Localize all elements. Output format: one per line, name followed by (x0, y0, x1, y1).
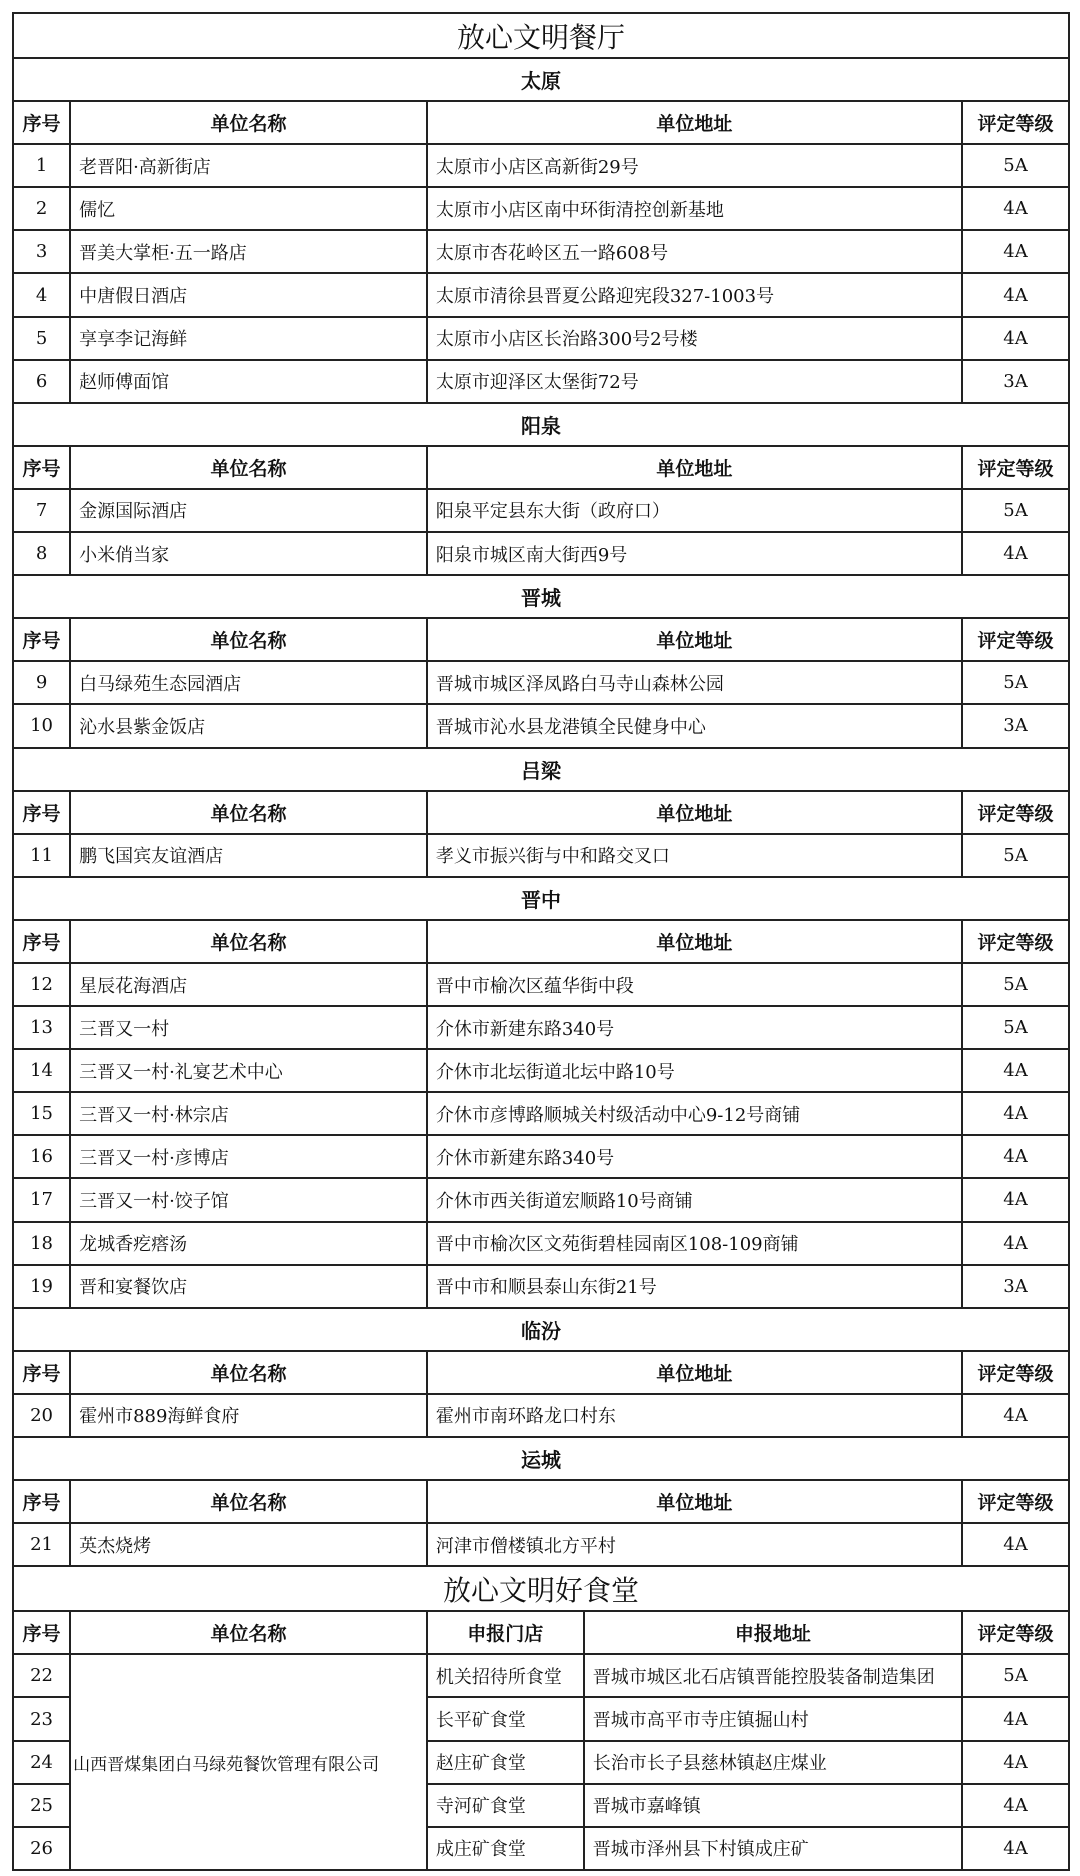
row-grade: 4A (962, 532, 1069, 575)
row-name: 金源国际酒店 (70, 489, 427, 532)
row-address: 介休市彦博路顺城关村级活动中心9-12号商铺 (427, 1092, 962, 1135)
row-address: 介休市西关街道宏顺路10号商铺 (427, 1178, 962, 1221)
row-name: 赵师傅面馆 (70, 360, 427, 403)
row-store: 长平矿食堂 (427, 1697, 584, 1740)
row-grade: 4A (962, 1394, 1069, 1437)
header-grade: 评定等级 (962, 446, 1069, 489)
region-name: 阳泉 (13, 403, 1069, 446)
row-address: 晋中市榆次区文苑街碧桂园南区108-109商铺 (427, 1222, 962, 1265)
row-no: 14 (13, 1049, 70, 1092)
header-no: 序号 (13, 446, 70, 489)
row-address: 太原市杏花岭区五一路608号 (427, 230, 962, 273)
header-grade: 评定等级 (962, 920, 1069, 963)
region-row (13, 877, 1069, 920)
row-grade: 5A (962, 1006, 1069, 1049)
header-grade: 评定等级 (962, 618, 1069, 661)
row-no: 21 (13, 1523, 70, 1566)
row-no: 24 (13, 1741, 70, 1784)
row-no: 26 (13, 1827, 70, 1870)
header-row (13, 1351, 1069, 1394)
row-no: 17 (13, 1178, 70, 1221)
row-no: 23 (13, 1697, 70, 1740)
row-address: 太原市小店区高新街29号 (427, 144, 962, 187)
row-no: 18 (13, 1222, 70, 1265)
row-no: 10 (13, 704, 70, 747)
header-address: 单位地址 (427, 101, 962, 144)
row-no: 4 (13, 273, 70, 316)
row-address: 介休市新建东路340号 (427, 1006, 962, 1049)
table-row (13, 273, 1069, 316)
row-address: 太原市小店区南中环街清控创新基地 (427, 187, 962, 230)
region-row (13, 1437, 1069, 1480)
row-grade: 4A (962, 1049, 1069, 1092)
row-address: 晋中市和顺县泰山东街21号 (427, 1265, 962, 1308)
row-grade: 5A (962, 144, 1069, 187)
row-name: 晋和宴餐饮店 (70, 1265, 427, 1308)
header-row (13, 791, 1069, 834)
row-grade: 3A (962, 704, 1069, 747)
row-name: 三晋又一村·林宗店 (70, 1092, 427, 1135)
table-row (13, 1092, 1069, 1135)
region-name: 晋城 (13, 575, 1069, 618)
table-row (13, 1523, 1069, 1566)
row-address: 太原市小店区长治路300号2号楼 (427, 317, 962, 360)
row-address: 晋城市沁水县龙港镇全民健身中心 (427, 704, 962, 747)
table-row (13, 704, 1069, 747)
header-address: 单位地址 (427, 920, 962, 963)
region-row (13, 1308, 1069, 1351)
row-name: 中唐假日酒店 (70, 273, 427, 316)
header-row (13, 1611, 1069, 1654)
header-no: 序号 (13, 1351, 70, 1394)
row-grade: 4A (962, 230, 1069, 273)
row-grade: 3A (962, 1265, 1069, 1308)
row-name: 龙城香疙瘩汤 (70, 1222, 427, 1265)
row-grade: 5A (962, 963, 1069, 1006)
row-address: 太原市迎泽区太堡街72号 (427, 360, 962, 403)
row-no: 15 (13, 1092, 70, 1135)
header-name: 单位名称 (70, 920, 427, 963)
document-page (12, 12, 1070, 1871)
row-address: 晋城市城区泽凤路白马寺山森林公园 (427, 661, 962, 704)
row-address: 介休市新建东路340号 (427, 1135, 962, 1178)
row-name: 三晋又一村·饺子馆 (70, 1178, 427, 1221)
header-name: 单位名称 (70, 101, 427, 144)
region-row (13, 575, 1069, 618)
header-no: 序号 (13, 101, 70, 144)
row-name: 鹏飞国宾友谊酒店 (70, 834, 427, 877)
row-store: 机关招待所食堂 (427, 1654, 584, 1697)
row-grade: 4A (962, 1178, 1069, 1221)
region-name: 运城 (13, 1437, 1069, 1480)
table-row (13, 317, 1069, 360)
row-address: 长治市长子县慈林镇赵庄煤业 (584, 1741, 962, 1784)
row-name: 英杰烧烤 (70, 1523, 427, 1566)
header-no: 序号 (13, 1480, 70, 1523)
header-row (13, 920, 1069, 963)
section-title-row (13, 1566, 1069, 1611)
row-grade: 5A (962, 661, 1069, 704)
row-store: 赵庄矿食堂 (427, 1741, 584, 1784)
table-row (13, 1049, 1069, 1092)
table-row (13, 661, 1069, 704)
header-name: 单位名称 (70, 791, 427, 834)
row-no: 1 (13, 144, 70, 187)
row-no: 11 (13, 834, 70, 877)
row-no: 2 (13, 187, 70, 230)
row-grade: 4A (962, 1784, 1069, 1827)
header-grade: 评定等级 (962, 1611, 1069, 1654)
row-name: 白马绿苑生态园酒店 (70, 661, 427, 704)
restaurant-list-table (12, 12, 1070, 1871)
row-address: 孝义市振兴街与中和路交叉口 (427, 834, 962, 877)
table-row (13, 532, 1069, 575)
region-row (13, 58, 1069, 101)
row-address: 晋中市榆次区蕴华街中段 (427, 963, 962, 1006)
header-address: 单位地址 (427, 446, 962, 489)
row-grade: 5A (962, 1654, 1069, 1697)
table-row (13, 230, 1069, 273)
header-name: 单位名称 (70, 618, 427, 661)
region-row (13, 748, 1069, 791)
row-address: 阳泉平定县东大街（政府口） (427, 489, 962, 532)
header-address: 单位地址 (427, 1480, 962, 1523)
row-grade: 4A (962, 1092, 1069, 1135)
row-grade: 4A (962, 1523, 1069, 1566)
row-no: 5 (13, 317, 70, 360)
row-name: 老晋阳·高新街店 (70, 144, 427, 187)
row-name: 小米俏当家 (70, 532, 427, 575)
section-title: 放心文明好食堂 (13, 1566, 1069, 1611)
region-name: 吕梁 (13, 748, 1069, 791)
row-no: 7 (13, 489, 70, 532)
header-no: 序号 (13, 920, 70, 963)
header-row (13, 446, 1069, 489)
header-address: 单位地址 (427, 618, 962, 661)
row-address: 晋城市泽州县下村镇成庄矿 (584, 1827, 962, 1870)
row-grade: 4A (962, 1135, 1069, 1178)
row-no: 9 (13, 661, 70, 704)
table-row (13, 144, 1069, 187)
row-grade: 4A (962, 1741, 1069, 1784)
header-name: 单位名称 (70, 1480, 427, 1523)
row-grade: 5A (962, 834, 1069, 877)
header-row (13, 618, 1069, 661)
row-store: 寺河矿食堂 (427, 1784, 584, 1827)
table-row (13, 1394, 1069, 1437)
header-no: 序号 (13, 618, 70, 661)
header-name: 单位名称 (70, 1611, 427, 1654)
row-address: 晋城市高平市寺庄镇掘山村 (584, 1697, 962, 1740)
row-address: 河津市僧楼镇北方平村 (427, 1523, 962, 1566)
table-row (13, 834, 1069, 877)
row-address: 晋城市嘉峰镇 (584, 1784, 962, 1827)
row-no: 20 (13, 1394, 70, 1437)
row-name: 享享李记海鲜 (70, 317, 427, 360)
row-grade: 3A (962, 360, 1069, 403)
row-grade: 4A (962, 1222, 1069, 1265)
header-name: 单位名称 (70, 1351, 427, 1394)
row-grade: 4A (962, 273, 1069, 316)
region-name: 太原 (13, 58, 1069, 101)
header-address: 申报地址 (584, 1611, 962, 1654)
header-grade: 评定等级 (962, 1351, 1069, 1394)
row-address: 晋城市城区北石店镇晋能控股装备制造集团 (584, 1654, 962, 1697)
region-row (13, 403, 1069, 446)
row-address: 阳泉市城区南大街西9号 (427, 532, 962, 575)
canteen-unit-name: 山西晋煤集团白马绿苑餐饮管理有限公司 (70, 1654, 427, 1869)
region-name: 晋中 (13, 877, 1069, 920)
table-row (13, 1178, 1069, 1221)
row-address: 霍州市南环路龙口村东 (427, 1394, 962, 1437)
row-grade: 4A (962, 1827, 1069, 1870)
table-row (13, 187, 1069, 230)
header-address: 单位地址 (427, 791, 962, 834)
row-no: 19 (13, 1265, 70, 1308)
row-no: 8 (13, 532, 70, 575)
row-name: 三晋又一村 (70, 1006, 427, 1049)
row-name: 晋美大掌柜·五一路店 (70, 230, 427, 273)
row-no: 6 (13, 360, 70, 403)
row-address: 介休市北坛街道北坛中路10号 (427, 1049, 962, 1092)
section-title: 放心文明餐厅 (13, 13, 1069, 58)
row-no: 25 (13, 1784, 70, 1827)
row-name: 霍州市889海鲜食府 (70, 1394, 427, 1437)
table-row (13, 1654, 1069, 1697)
row-no: 16 (13, 1135, 70, 1178)
section-title-row (13, 13, 1069, 58)
header-row (13, 1480, 1069, 1523)
header-grade: 评定等级 (962, 1480, 1069, 1523)
row-address: 太原市清徐县晋夏公路迎宪段327-1003号 (427, 273, 962, 316)
row-name: 星辰花海酒店 (70, 963, 427, 1006)
header-no: 序号 (13, 1611, 70, 1654)
row-name: 三晋又一村·彦博店 (70, 1135, 427, 1178)
table-row (13, 1222, 1069, 1265)
row-no: 13 (13, 1006, 70, 1049)
row-no: 12 (13, 963, 70, 1006)
header-name: 单位名称 (70, 446, 427, 489)
row-name: 三晋又一村·礼宴艺术中心 (70, 1049, 427, 1092)
table-row (13, 360, 1069, 403)
row-grade: 4A (962, 187, 1069, 230)
table-row (13, 1135, 1069, 1178)
row-name: 沁水县紫金饭店 (70, 704, 427, 747)
row-grade: 4A (962, 1697, 1069, 1740)
header-grade: 评定等级 (962, 101, 1069, 144)
table-row (13, 963, 1069, 1006)
row-no: 3 (13, 230, 70, 273)
header-no: 序号 (13, 791, 70, 834)
table-row (13, 1006, 1069, 1049)
header-address: 单位地址 (427, 1351, 962, 1394)
row-name: 儒忆 (70, 187, 427, 230)
table-row (13, 489, 1069, 532)
row-store: 成庄矿食堂 (427, 1827, 584, 1870)
row-grade: 5A (962, 489, 1069, 532)
header-grade: 评定等级 (962, 791, 1069, 834)
table-row (13, 1265, 1069, 1308)
region-name: 临汾 (13, 1308, 1069, 1351)
header-row (13, 101, 1069, 144)
header-store: 申报门店 (427, 1611, 584, 1654)
row-grade: 4A (962, 317, 1069, 360)
row-no: 22 (13, 1654, 70, 1697)
